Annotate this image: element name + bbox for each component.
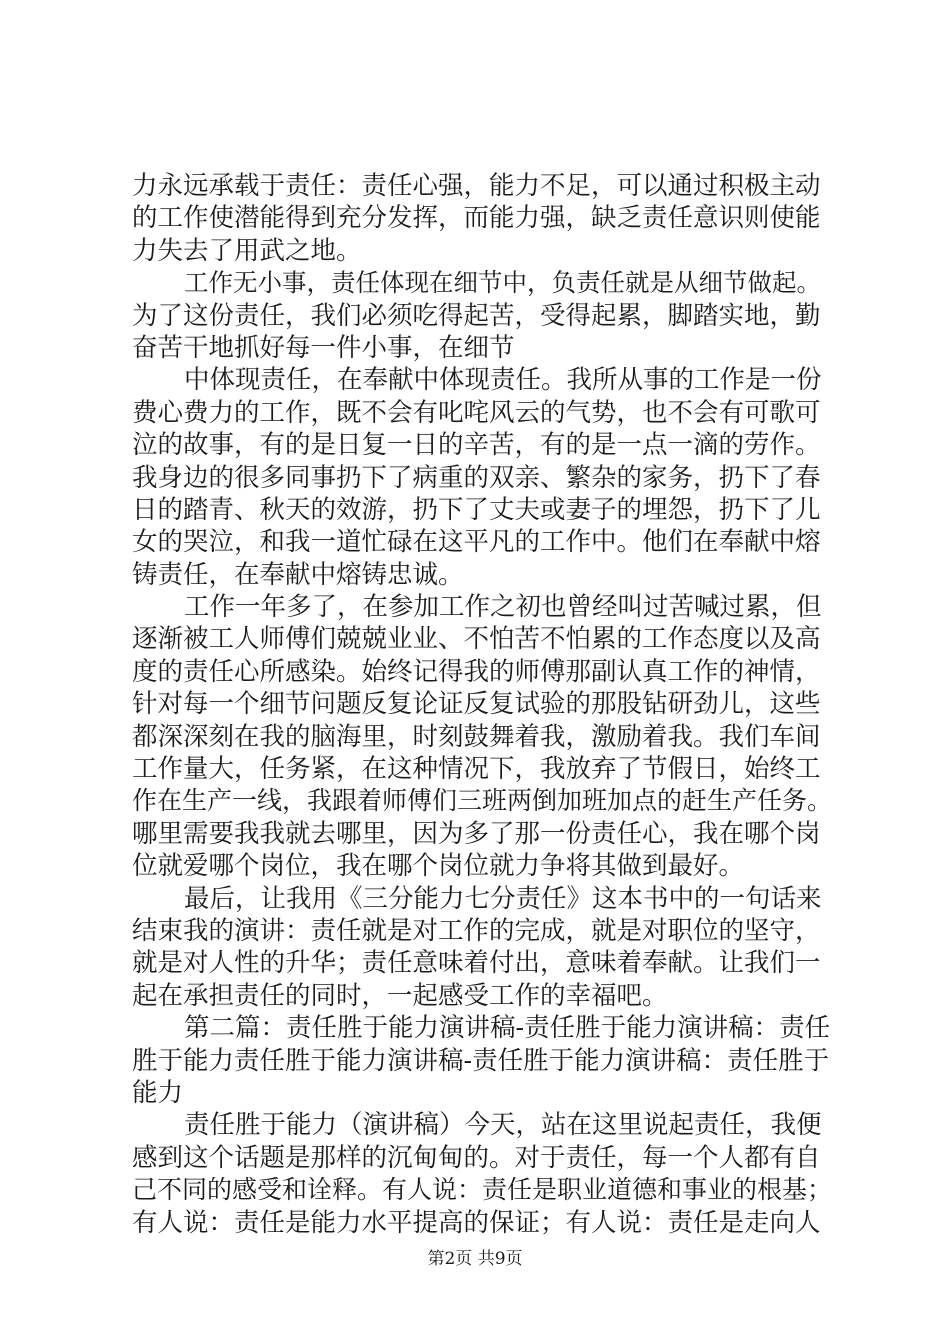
text-line: 第二篇：责任胜于能力演讲稿-责任胜于能力演讲稿：责任	[184, 1013, 831, 1044]
document-body	[132, 170, 832, 1239]
text-line: 中体现责任，在奉献中体现责任。我所从事的工作是一份	[184, 365, 822, 396]
text-line: 都深深刻在我的脑海里，时刻鼓舞着我，激励着我。我们车间	[132, 721, 821, 752]
text-line: 己不同的感受和诠释。有人说：责任是职业道德和事业的根基；	[132, 1175, 833, 1205]
text-line: 能力	[132, 1077, 184, 1108]
text-line: 作在生产一线，我跟着师傅们三班两倒加班加点的赶生产任务。	[132, 786, 833, 816]
text-line: 就是对人性的升华；责任意味着付出，意味着奉献。让我们一	[132, 948, 821, 979]
text-line: 最后，让我用《三分能力七分责任》这本书中的一句话来	[184, 883, 822, 914]
text-line: 哪里需要我我就去哪里，因为多了那一份责任心，我在哪个岗	[132, 818, 821, 849]
text-line: 度的责任心所感染。始终记得我的师傅那副认真工作的神情，	[132, 656, 821, 687]
text-line: 泣的故事，有的是日复一日的辛苦，有的是一点一滴的劳作。	[132, 430, 821, 461]
text-line: 奋苦干地抓好每一件小事，在细节	[132, 332, 515, 363]
text-line: 胜于能力责任胜于能力演讲稿-责任胜于能力演讲稿：责任胜于	[132, 1045, 830, 1076]
text-line: 工作一年多了，在参加工作之初也曾经叫过苦喊过累，但	[184, 592, 822, 623]
text-line: 起在承担责任的同时，一起感受工作的幸福吧。	[132, 980, 668, 1011]
text-line: 的工作使潜能得到充分发挥，而能力强，缺乏责任意识则使能	[132, 203, 821, 234]
text-line: 工作量大，任务紧，在这种情况下，我放弃了节假日，始终工	[132, 754, 821, 785]
text-line: 结束我的演讲：责任就是对工作的完成，就是对职位的坚守，	[132, 915, 821, 946]
text-line: 有人说：责任是能力水平提高的保证；有人说：责任是走向人	[132, 1207, 821, 1238]
text-line: 费心费力的工作，既不会有叱咤风云的气势，也不会有可歌可	[132, 397, 821, 428]
text-line: 工作无小事，责任体现在细节中，负责任就是从细节做起。	[184, 268, 821, 298]
text-line: 逐渐被工人师傅们兢兢业业、不怕苦不怕累的工作态度以及高	[132, 624, 821, 655]
text-line: 铸责任，在奉献中熔铸忠诚。	[132, 559, 464, 590]
text-line: 为了这份责任，我们必须吃得起苦，受得起累，脚踏实地，勤	[132, 300, 821, 331]
text-line: 力永远承载于责任：责任心强，能力不足，可以通过积极主动	[132, 171, 821, 201]
page-number-footer: 第2页 共9页	[427, 1249, 523, 1269]
text-line: 责任胜于能力（演讲稿）今天，站在这里说起责任，我便	[184, 1110, 822, 1141]
text-line: 女的哭泣，和我一道忙碌在这平凡的工作中。他们在奉献中熔	[132, 527, 821, 558]
text-line: 日的踏青、秋天的效游，扔下了丈夫或妻子的埋怨，扔下了儿	[132, 494, 821, 525]
text-line: 感到这个话题是那样的沉甸甸的。对于责任，每一个人都有自	[132, 1142, 821, 1173]
text-line: 我身边的很多同事扔下了病重的双亲、繁杂的家务，扔下了春	[132, 462, 821, 493]
text-line: 位就爱哪个岗位，我在哪个岗位就力争将其做到最好。	[132, 851, 745, 882]
text-line: 针对每一个细节问题反复论证反复试验的那股钻研劲儿，这些	[132, 689, 821, 720]
text-line: 力失去了用武之地。	[132, 235, 362, 266]
